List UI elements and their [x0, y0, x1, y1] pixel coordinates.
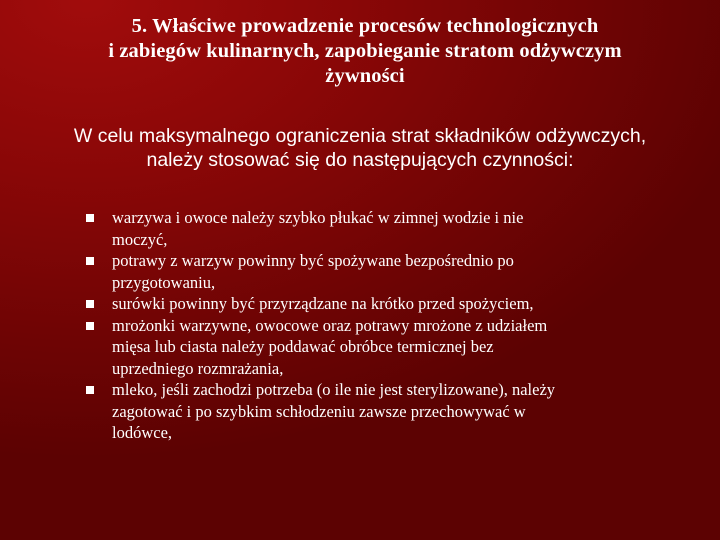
- square-bullet-icon: [86, 257, 94, 265]
- bullet-item: [82, 293, 662, 315]
- bullet-list: [82, 207, 662, 444]
- bullet-text-line: mrożonki warzywne, owocowe oraz potrawy mrożone z udziałem: [112, 315, 548, 335]
- bullet-text-line: mięsa lub ciasta należy poddawać obróbce termicznej bez: [112, 337, 494, 356]
- square-bullet-icon: [86, 322, 94, 330]
- bullet-item: [82, 207, 662, 250]
- slide-subtitle: [30, 124, 690, 172]
- title-line-1: 5. Właściwe prowadzenie procesów technologicznych: [131, 15, 599, 37]
- bullet-text-line: surówki powinny być przyrządzane na krótko przed spożyciem,: [112, 294, 534, 313]
- bullet-text-line: mleko, jeśli zachodzi potrzeba (o ile nie jest sterylizowane), należy: [112, 380, 556, 399]
- bullet-item: [82, 379, 662, 444]
- bullet-text-line: warzywa i owoce należy szybko płukać w zimnej wodzie i nie: [112, 208, 524, 227]
- bullet-text-line: lodówce,: [112, 423, 173, 442]
- title-line-2: i zabiegów kulinarnych, zapobieganie stratom odżywczym: [108, 40, 622, 62]
- square-bullet-icon: [86, 214, 94, 222]
- bullet-text-line: przygotowaniu,: [112, 272, 216, 292]
- bullet-text-line: zagotować i po szybkim schłodzeniu zawsze przechowywać w: [112, 401, 526, 421]
- subtitle-line-1: W celu maksymalnego ograniczenia strat składników odżywczych,: [73, 125, 647, 147]
- bullet-text-line: moczyć,: [112, 229, 168, 249]
- square-bullet-icon: [86, 300, 94, 308]
- bullet-text-line: uprzedniego rozmrażania,: [112, 358, 284, 378]
- square-bullet-icon: [86, 386, 94, 394]
- bullet-text-line: potrawy z warzyw powinny być spożywane bezpośrednio po: [112, 251, 514, 270]
- subtitle-line-2: należy stosować się do następujących czynności:: [146, 149, 574, 171]
- bullet-item: [82, 315, 662, 380]
- bullet-item: [82, 250, 662, 293]
- title-line-3: żywności: [325, 65, 405, 87]
- slide-title: [40, 14, 690, 89]
